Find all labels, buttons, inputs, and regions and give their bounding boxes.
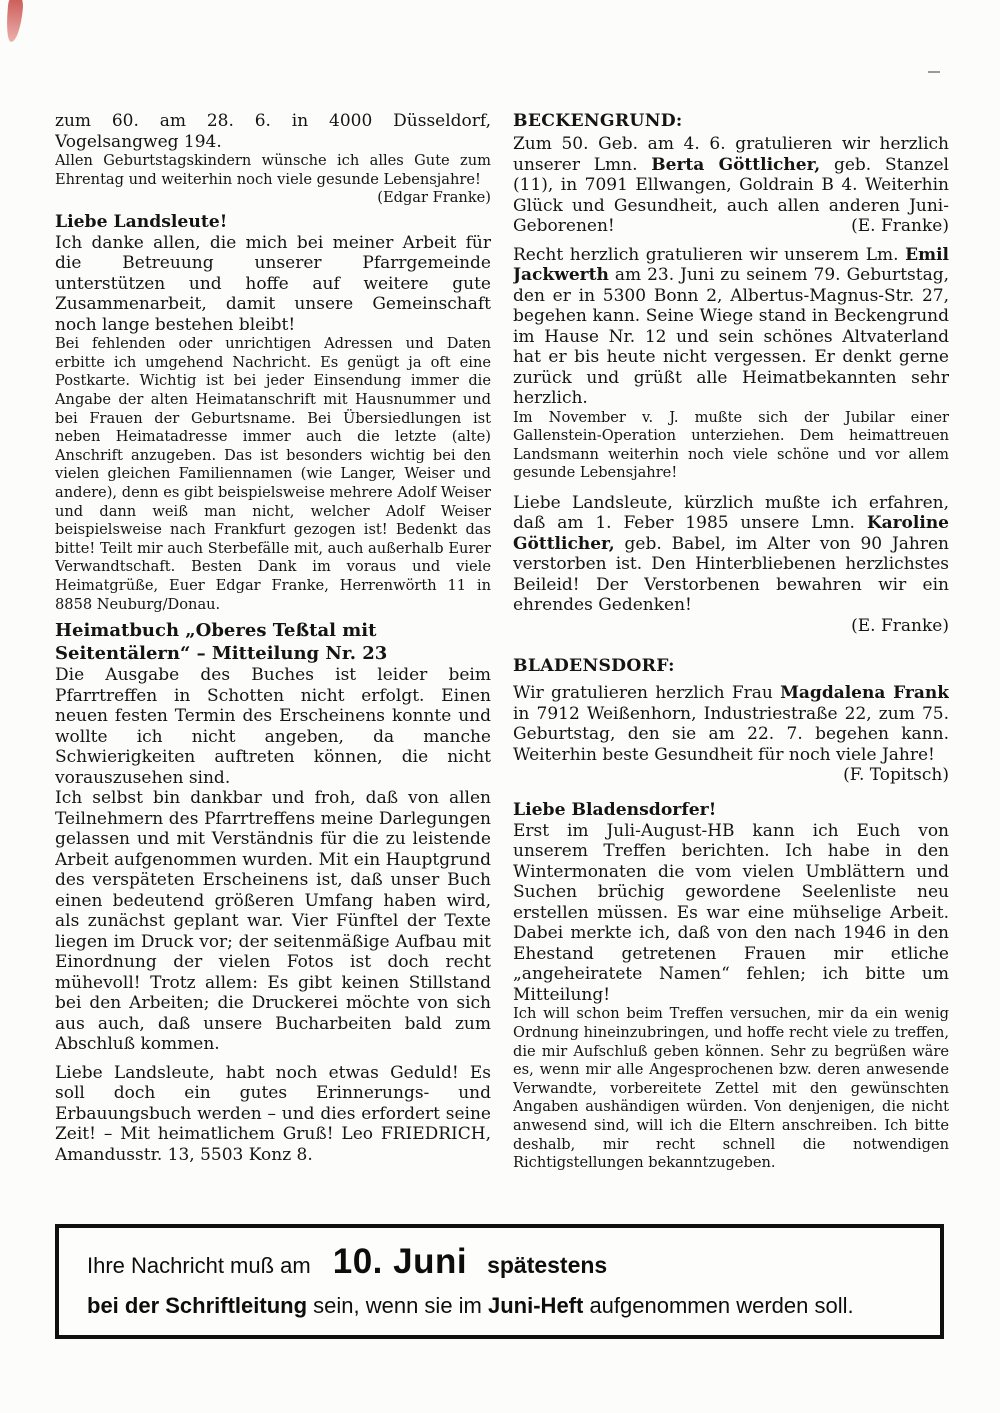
paragraph-text: Recht herzlich gratulieren wir unserem Lm. — [513, 244, 906, 265]
signature-edgar-franke: (Edgar Franke) — [377, 189, 491, 207]
paragraph-patience: Liebe Landsleute, habt noch etwas Geduld! Es soll doch ein gutes Erinnerungs- und Erbauungsbuch werden – und dies erfordert seine Zeit! – Mit heimatlichem Gruß! Leo FRIEDRICH, Amandusstr. 13, 5503 Konz 8. — [55, 1062, 491, 1165]
paragraph-treffen-bericht: Erst im Juli-August-HB kann ich Euch von unserem Treffen berichten. Ich habe in den Wintermonaten die vom vielen Umblättern und Suchen brüchig gewordene Seelenliste neu erstellen müssen. Es war eine mühselige Arbeit. Dabei merkte ich, daß von den nach 1946 in den Ehestand getretenen Frauen mir etliche „angeheiratete Namen“ fehlen; ich bitte um Mitteilung! — [513, 820, 949, 1005]
paragraph-jubilar-operation: Im November v. J. mußte sich der Jubilar einer Gallenstein-Operation unterziehen. Dem heimattreuen Landsmann weiterhin noch viele schöne und vor allem gesunde Lebensjahre! — [513, 408, 949, 482]
paragraph-text: in 7912 Weißenhorn, Industriestraße 22, zum 75. Geburtstag, den sie am 22. 7. begehen kann. Weiterhin beste Gesundheit für noch viele Jahre! — [513, 703, 949, 765]
signature-f-topitsch: (F. Topitsch) — [843, 765, 949, 786]
paragraph-ordnung-bitte: Ich will schon beim Treffen versuchen, mir da ein wenig Ordnung hineinzubringen, und hoffe recht viele zu treffen, die mir Aufschluß geben können. Sehr zu begrüßen wäre es, wenn mir alle Angesprochenen bzw. deren anwesende Verwandte, vorbereitete Zettel mit den gewünschten Angaben aushändigen würden. Von denjenigen, die nicht anwesend sind, will ich die Eltern anschreiben. Ich bitte deshalb, mir recht schnell die notwendigen Richtigstellungen bekanntzugeben. — [513, 1005, 949, 1172]
deadline-juni-heft: Juni-Heft — [488, 1293, 584, 1318]
person-name-emil-jackwerth: Emil Jackwerth — [513, 244, 949, 285]
scan-artifact-dash — [928, 71, 940, 73]
deadline-text-end: aufgenommen werden soll. — [583, 1293, 854, 1318]
paragraph-book-release: Die Ausgabe des Buches ist leider beim Pfarrtreffen in Schotten nicht erfolgt. Einen neuen festen Termin des Erscheinens konnte und wollte ich nicht angeben, da manche Schwierigkeiten auftreten können, die nicht vorauszusehen sind. — [55, 665, 491, 788]
paragraph-thanks: Ich danke allen, die mich bei meiner Arbeit für die Betreuung unserer Pfarrgemeinde unterstützen und hoffe auf weitere gute Zusammenarbeit, damit unsere Gemeinschaft noch lange bestehen bleibt! — [55, 232, 491, 335]
deadline-line-1 — [87, 1242, 912, 1282]
deadline-line-2 — [87, 1293, 912, 1319]
paragraph-text: Allen Geburtstagskindern wünsche ich alles Gute zum Ehrentag und weiterhin noch viele gesunde Lebensjahre! — [55, 152, 491, 188]
paragraph-book-progress: Ich selbst bin dankbar und froh, daß von allen Teilnehmern des Pfarrtreffens meine Darlegungen gelassen und mit Verständnis für die zu leistende Arbeit aufgenommen wurden. Mit ein Hauptgrund des verspäteten Erscheinens ist, daß unser Buch einen bedeutend größeren Umfang haben wird, als zunächst geplant war. Vier Fünftel der Texte liegen im Druck vor; der seitenmäßige Aufbau mit Einordnung der vielen Fotos ist doch recht mühevoll! Trotz allem: Es gibt keinen Stillstand bei den Arbeiten; die Druckerei möchte von sich aus auch, daß unsere Bucharbeiten bald zum Abschluß kommen. — [55, 788, 491, 1055]
paragraph-magdalena-frank — [513, 683, 949, 786]
paragraph-text: geb. Babel, im Alter von 90 Jahren verstorben ist. Den Hinterbliebenen herzlichstes Beileid! Der Verstorbenen bewahren wir ein ehrendes Gedenken! — [513, 533, 949, 616]
deadline-schriftleitung: bei der Schriftleitung — [87, 1293, 308, 1318]
paragraph-text: am 23. Juni zu seinem 79. Geburtstag, den er in 5300 Bonn 2, Albertus-Magnus-Str. 27, begehen kann. Seine Wiege stand in Beckengrund im Hause Nr. 12 und sein schönes Altvaterland hat er bis heute nicht vergessen. Er denkt gerne zurück und grüßt alle Heimatbekannten sehr herzlich. — [513, 265, 949, 408]
heading-beckengrund: BECKENGRUND: — [513, 111, 683, 131]
deadline-notice-box — [55, 1224, 944, 1339]
paragraph-birthday-wishes — [55, 152, 491, 208]
person-name-berta-goettlicher: Berta Göttlicher, — [651, 154, 821, 175]
paragraph-address-request: Bei fehlenden oder unrichtigen Adressen und Daten erbitte ich umgehend Nachricht. Es genügt ja oft eine Postkarte. Wichtig ist bei jeder Einsendung immer die Angabe der alten Heimatanschrift mit Hausnummer und bei Frauen der Geburtsname. Bei Übersiedlungen ist neben Heimatadresse immer auch die letzte (alte) Anschrift anzugeben. Das ist besonders wichtig bei den vielen gleichen Familiennamen (wie Langer, Weiser und andere), denn es gibt beispielsweise mehrere Adolf Weiser und dann weiß man nicht, welcher Adolf Weiser beispielsweise nach Frankfurt gezogen ist! Bedenkt das bitte! Teilt mir auch Sterbefälle mit, auch außerhalb Eurer Verwandtschaft. Besten Dank im voraus und viele Heimatgrüße, Euer Edgar Franke, Herrenwörth 11 in 8858 Neuburg/Donau. — [55, 335, 491, 613]
signature-e-franke-line: (E. Franke) — [851, 615, 949, 636]
paragraph-karoline-goettlicher — [513, 493, 949, 616]
paragraph-birthday-address: zum 60. am 28. 6. in 4000 Düsseldorf, Vogelsangweg 194. — [55, 111, 491, 152]
deadline-date: 10. Juni — [332, 1242, 468, 1281]
paragraph-text: Zum 50. Geb. am 4. 6. gratulieren wir herzlich unserer Lmn. — [513, 134, 949, 175]
paragraph-emil-jackwerth — [513, 245, 949, 409]
deadline-text-post: spätestens — [487, 1252, 608, 1278]
deadline-text-pre: Ihre Nachricht muß am — [87, 1253, 311, 1278]
heading-liebe-bladensdorfer: Liebe Bladensdorfer! — [513, 799, 717, 820]
deadline-text-mid: sein, wenn sie im — [307, 1293, 488, 1318]
person-name-magdalena-frank: Magdalena Frank — [780, 683, 949, 704]
right-column — [513, 111, 949, 1173]
person-name-karoline-goettlicher: Karoline Göttlicher, — [513, 513, 949, 554]
heading-bladensdorf: BLADENSDORF: — [513, 656, 675, 677]
left-column — [55, 111, 491, 1173]
heading-heimatbuch: Heimatbuch „Oberes Teßtal mit Seitentälern“ – Mitteilung Nr. 23 — [55, 620, 388, 664]
paragraph-text: Liebe Landsleute, kürzlich mußte ich erfahren, daß am 1. Feber 1985 unsere Lmn. — [513, 492, 949, 534]
paragraph-berta-goettlicher — [513, 134, 949, 237]
paragraph-text: Wir gratulieren herzlich Frau — [513, 683, 781, 704]
heading-liebe-landsleute: Liebe Landsleute! — [55, 211, 228, 232]
signature-e-franke: (E. Franke) — [851, 216, 949, 236]
paragraph-text: geb. Stanzel (11), in 7091 Ellwangen, Goldrain B 4. Weiterhin Glück und Gesundheit, auch allen anderen Juni-Geborenen! — [513, 154, 949, 236]
